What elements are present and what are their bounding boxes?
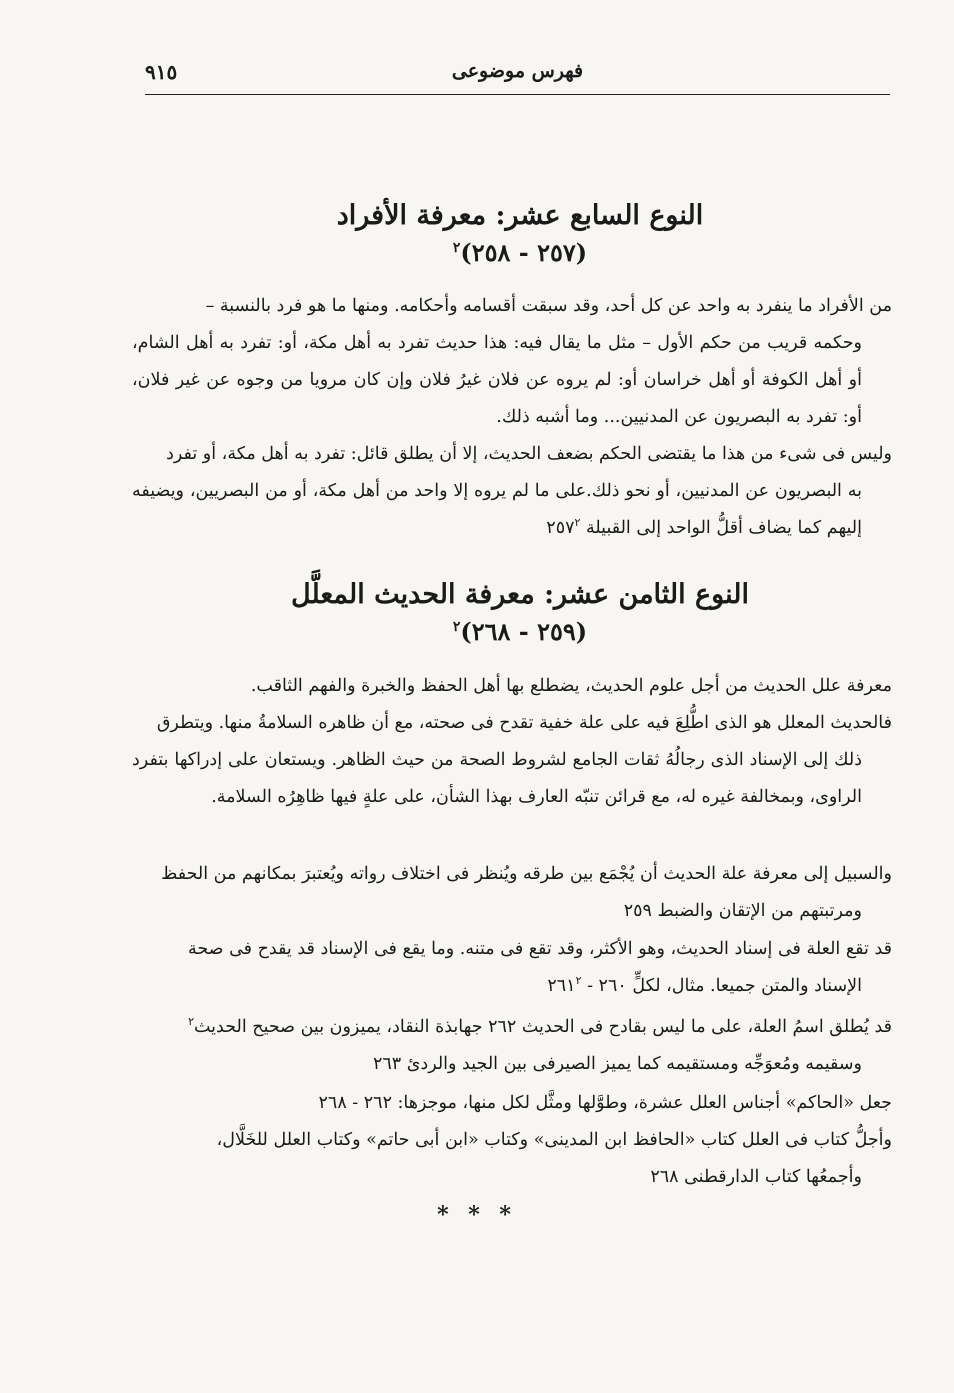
- paragraph-continuation: به البصريون عن المدنيين، أو نحو ذلك.على ما لم يروه إلا واحد من أهل مكة، أو من البصريين، ويضيفه إليهم كما يضاف أقلُّ الواحد إلى القبيلة $٢٥٧^٢$: [132, 481, 862, 538]
- section-18-range: (٢٥٩ - ٢٦٨)$^٢$: [452, 617, 588, 646]
- paragraph-continuation: وحكمه قريب من حكم الأول – مثل ما يقال فيه: هذا حديث تفرد به أهل مكة، أو: تفرد به أهل الشام، أو أهل الكوفة أو أهل خراسان أو: لم يروه عن فلان غيرُ فلان وإن كان مرويا من وجوه عن غير فلان، أو: تفرد به البصريون عن المدنيين... وما أشبه ذلك.: [132, 333, 862, 427]
- page-number: ٩١٥: [145, 60, 178, 84]
- section-18-paragraph-1: [132, 668, 892, 705]
- section-18-paragraph-3: [132, 856, 892, 930]
- footnote-marker: ٢: [575, 974, 582, 988]
- paragraph-first-line: من الأفراد ما ينفرد به واحد عن كل أحد، وقد سبقت أقسامه وأحكامه. ومنها ما هو فرد بالنسبة –: [205, 296, 892, 316]
- header-title: فهرس موضوعى: [451, 60, 584, 82]
- footnote-marker: ٢: [188, 1015, 194, 1029]
- paragraph-first-line: وأجلُّ كتاب فى العلل كتاب «الحافظ ابن المدينى» وكتاب «ابن أبى حاتم» وكتاب العلل للخَلَّال،: [216, 1130, 892, 1150]
- section-18-paragraph-6: [132, 1085, 892, 1122]
- section-17-paragraph-1: [132, 288, 892, 436]
- section-18-heading: [140, 575, 900, 649]
- section-17-range-note: ٢: [452, 240, 461, 256]
- section-18-paragraph-7: [132, 1122, 892, 1196]
- footnote-marker: ٢: [574, 516, 581, 530]
- paragraph-first-line: جعل «الحاكم» أجناس العلل عشرة، وطوَّلها ومثَّل لكل منها، موجزها: ٢٦٢ - ٢٦٨: [318, 1093, 892, 1113]
- paragraph-first-line: معرفة علل الحديث من أجل علوم الحديث، يضطلع بها أهل الحفظ والخبرة والفهم الثاقب.: [250, 676, 892, 696]
- paragraph-first-line: قد يُطلق اسمُ العلة، على ما ليس بقادح فى الحديث ٢٦٢ جهابذة النقاد، يميزون بين صحيح الحديث$^٢$: [188, 1015, 892, 1037]
- paragraph-first-line: وليس فى شىء من هذا ما يقتضى الحكم بضعف الحديث، إلا أن يطلق قائل: تفرد به أهل مكة، أو تفرد: [166, 444, 892, 464]
- paragraph-continuation: الإسناد والمتن جميعا. مثال، لكلٍّ ٢٦٠ - $٢٦١^٢$: [547, 974, 862, 996]
- paragraph-continuation: وسقيمه ومُعوَجِّه ومستقيمه كما يميز الصيرفى بين الجيد والردئ ٢٦٣: [372, 1054, 862, 1074]
- paragraph-continuation: ومرتبتهم من الإتقان والضبط ٢٥٩: [623, 901, 862, 921]
- section-17-paragraph-2: [132, 436, 892, 547]
- section-18-paragraph-4: [132, 931, 892, 1005]
- section-17-range: (٢٥٧ - ٢٥٨)$^٢$: [452, 238, 588, 267]
- section-end-ornament: * * *: [437, 1202, 517, 1228]
- section-18-range-note: ٢: [452, 619, 461, 635]
- section-17-title: النوع السابع عشر: معرفة الأفراد: [336, 200, 704, 231]
- running-header: [145, 58, 890, 95]
- paragraph-first-line: قد تقع العلة فى إسناد الحديث، وهو الأكثر، وقد تقع فى متنه. وما يقع فى الإسناد قد يقدح فى صحة: [187, 939, 892, 959]
- section-18-paragraph-5: [132, 1009, 892, 1083]
- paragraph-first-line: والسبيل إلى معرفة علة الحديث أن يُجْمَع بين طرقه ويُنظر فى اختلاف رواته ويُعتبرَ بمكانهم من الحفظ: [161, 864, 892, 884]
- paragraph-continuation: وأجمعُها كتاب الدارقطنى ٢٦٨: [650, 1167, 862, 1187]
- section-18-title: النوع الثامن عشر: معرفة الحديث المعلَّل: [291, 579, 749, 610]
- paragraph-continuation: ذلك إلى الإسناد الذى رجالُهُ ثقات الجامع لشروط الصحة من حيث الظاهر. ويستعان على إدراكها بتفرد الراوى، وبمخالفة غيره له، مع قرائن تنبّه العارف بهذا الشأن، على علةٍ فيها ظاهِرُه السلامة.: [132, 750, 862, 807]
- section-17-heading: [140, 196, 900, 270]
- section-18-paragraph-2: [132, 705, 892, 816]
- paragraph-first-line: فالحديث المعلل هو الذى اطُّلِعَ فيه على علة خفية تقدح فى صحته، مع أن ظاهره السلامةُ منها. ويتطرق: [156, 713, 892, 733]
